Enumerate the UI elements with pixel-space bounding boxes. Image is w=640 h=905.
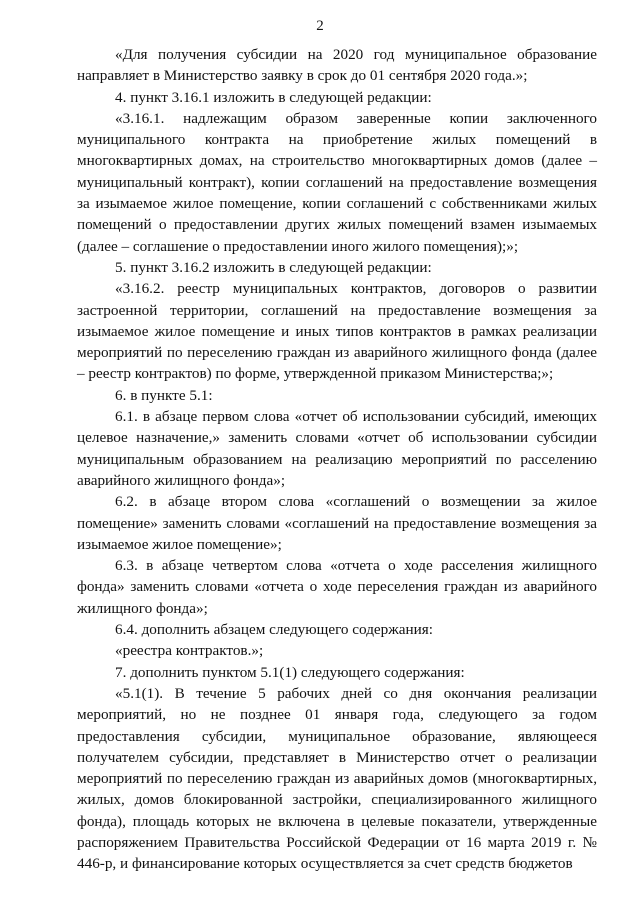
paragraph: «реестра контрактов.»; (115, 642, 264, 660)
paragraph: «Для получения субсидии на 2020 год муниципальное образование направляет в Министерство заявку в срок до 01 сентября 2020 года.»; (77, 46, 597, 85)
paragraph: «3.16.1. надлежащим образом заверенные копии заключенного муниципального контракта на приобретение жилых помещений в многоквартирных домах, на строительство многоквартирных домов (далее – муниципальный контракт), копии соглашений на предоставление возмещения за изымаемое жилое помещение, копии соглашений с собственниками жилых помещений о предоставлении других жилых помещений взамен изымаемых (далее – соглашение о предоставлении иного жилого помещения);»; (77, 109, 597, 255)
paragraph: 6.1. в абзаце первом слова «отчет об использовании субсидий, имеющих целевое назначение,» заменить словами «отчет об использовании субсидии муниципальным образованием на реализацию мероприятий по расселению аварийного жилищного фонда»; (77, 408, 597, 489)
paragraph: 6.3. в абзаце четвертом слова «отчета о ходе расселения жилищного фонда» заменить словами «отчета о ходе переселения граждан из аварийного жилищного фонда»; (77, 557, 597, 617)
paragraph: 7. дополнить пунктом 5.1(1) следующего содержания: (115, 663, 465, 681)
paragraph: «5.1(1). В течение 5 рабочих дней со дня окончания реализации мероприятий, но не позднее 01 января года, следующего за годом предоставления субсидии, муниципальное образование, являющееся получателем субсидии, представляет в Министерство отчет о реализации мероприятий по переселению граждан из аварийных домов (многоквартирных, жилых, домов блокированной застройки, специализированного жилищного фонда), площадь которых не включена в целевые показатели, утвержденные распоряжением Правительства Российской Федерации от 16 марта 2019 г. № 446-р, и финансирование которых осуществляется за счет средств бюджетов (77, 684, 597, 873)
paragraph: «3.16.2. реестр муниципальных контрактов, договоров о развитии застроенной территории, соглашений на предоставление возмещения за изымаемое жилое помещение и иных типов контрактов в рамках реализации мероприятий по переселению граждан из аварийного жилищного фонда (далее – реестр контрактов) по форме, утвержденной приказом Министерства;»; (77, 280, 597, 383)
paragraph: 5. пункт 3.16.2 изложить в следующей редакции: (115, 258, 432, 276)
paragraph: 6.4. дополнить абзацем следующего содержания: (115, 621, 433, 639)
document-body (77, 44, 597, 875)
paragraph: 6. в пункте 5.1: (115, 386, 213, 404)
page-number: 2 (316, 18, 324, 34)
paragraph: 4. пункт 3.16.1 изложить в следующей редакции: (115, 88, 432, 106)
paragraph: 6.2. в абзаце втором слова «соглашений о возмещении за жилое помещение» заменить словами «соглашений на предоставление возмещения за изымаемое жилое помещение»; (77, 493, 597, 553)
